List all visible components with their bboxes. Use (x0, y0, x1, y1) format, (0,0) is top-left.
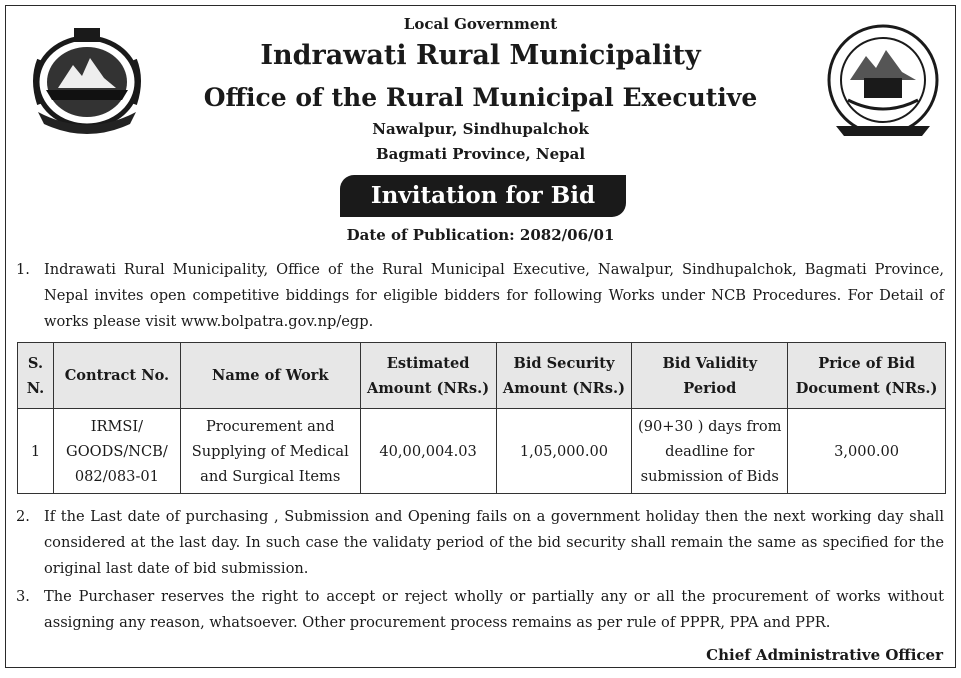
cell-contract-no: IRMSI/ GOODS/NCB/ 082/083-01 (53, 409, 180, 494)
table-header-row (18, 343, 946, 409)
cell-document-price: 3,000.00 (788, 409, 946, 494)
header-bid-validity: Bid Validity Period (632, 343, 788, 409)
paragraph-number: 2. (16, 508, 30, 525)
signature-title: Chief Administrative Officer (706, 646, 943, 664)
header-contract-no: Contract No. (53, 343, 180, 409)
paragraph-3 (16, 584, 944, 636)
header-sn: S. N. (18, 343, 54, 409)
table-row (18, 409, 946, 494)
notice-title: Invitation for Bid (340, 175, 626, 217)
header-document-price: Price of Bid Document (NRs.) (788, 343, 946, 409)
publication-date: Date of Publication: 2082/06/01 (346, 226, 615, 244)
header-name-of-work: Name of Work (180, 343, 360, 409)
office-name: Office of the Rural Municipal Executive (203, 83, 758, 112)
paragraph-text: Indrawati Rural Municipality, Office of the Rural Municipal Executive, Nawalpur, Sindhupalchok, Bagmati Province, Nepal invites open competitive biddings for eligible bidders for following Works under NCB Procedures. For Detail of works please visit www.bolpatra.gov.np/egp. (44, 261, 944, 330)
header-estimated-amount: Estimated Amount (NRs.) (360, 343, 496, 409)
header-bid-security: Bid Security Amount (NRs.) (496, 343, 632, 409)
address-line: Nawalpur, Sindhupalchok (372, 120, 589, 138)
paragraph-text: The Purchaser reserves the right to accept or reject wholly or partially any or all the procurement of works without assigning any reason, whatsoever. Other procurement process remains as per rule of PPPR, PPA and PPR. (44, 588, 944, 631)
bid-notice (5, 5, 956, 668)
bid-table (17, 342, 946, 494)
province-line: Bagmati Province, Nepal (375, 145, 586, 163)
cell-name-of-work: Procurement and Supplying of Medical and Surgical Items (180, 409, 360, 494)
cell-sn: 1 (18, 409, 54, 494)
paragraph-text: If the Last date of purchasing , Submission and Opening fails on a government holiday then the next working day shall considered at the last day. In such case the validaty period of the bid security shall remain the same as specified for the original last date of bid submission. (44, 508, 944, 577)
paragraph-number: 3. (16, 588, 30, 605)
local-government-label: Local Government (403, 15, 558, 33)
paragraph-1 (16, 257, 944, 335)
cell-estimated-amount: 40,00,004.03 (360, 409, 496, 494)
cell-bid-security: 1,05,000.00 (496, 409, 632, 494)
municipality-name: Indrawati Rural Municipality (260, 40, 701, 71)
cell-bid-validity: (90+30 ) days from deadline for submission of Bids (632, 409, 788, 494)
paragraph-number: 1. (16, 261, 30, 278)
paragraph-2 (16, 504, 944, 582)
